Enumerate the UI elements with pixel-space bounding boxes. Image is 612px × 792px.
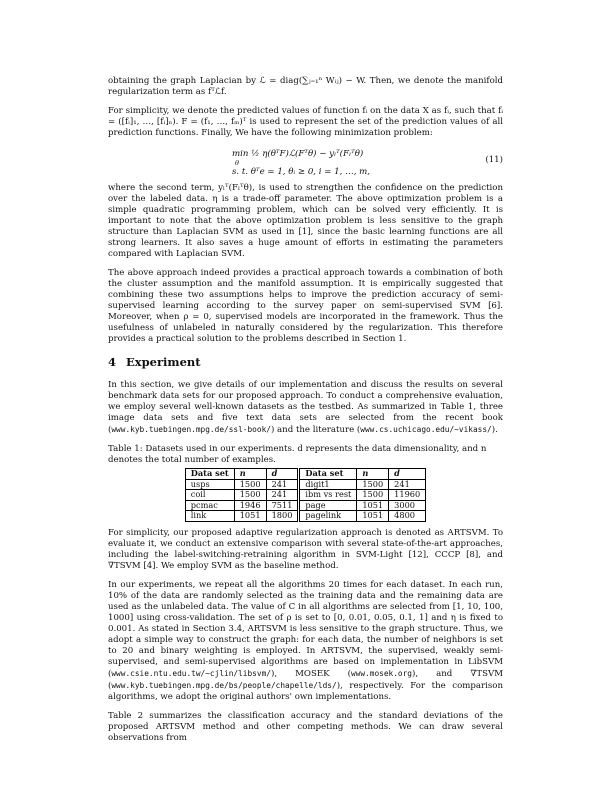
table-cell: 1051 (357, 511, 389, 522)
table-cell: 241 (266, 479, 299, 490)
table-header-row (185, 469, 425, 480)
equation-objective: min ½ η(θᵀF)ℒ(Fᵀθ) − yₗᵀ(Fₗᵀθ) θ (232, 149, 364, 167)
table-cell: pcmac (185, 500, 234, 511)
paragraph-second-term: where the second term, yₗᵀ(Fₗᵀθ), is used to strengthen the confidence on the prediction over the labeled data. η is a trade-off parameter. The above optimization problem is a simple quadratic programming problem, which can be solved very efficiently. It is important to note that the above optimization problem is less sensitive to the graph structure than Laplacian SVM as used in [1], since the basic learning functions are all strong learners. It also saves a huge amount of efforts in estimating the parameters compared with Laplacian SVM. (108, 183, 503, 259)
url-libsvm[interactable]: www.csie.ntu.edu.tw/~cjlin/libsvm/ (111, 668, 271, 678)
equation-11 (108, 147, 503, 179)
url-mosek[interactable]: www.mosek.org (350, 668, 412, 678)
header-n-right: n (357, 469, 389, 480)
equation-min-subscript: θ (235, 159, 239, 167)
table-cell: usps (185, 479, 234, 490)
url-vikass[interactable]: www.cs.uchicago.edu/~vikass/ (360, 425, 492, 434)
table-cell: 1051 (357, 500, 389, 511)
table-cell: 1500 (234, 479, 266, 490)
table-cell: 1946 (234, 500, 266, 511)
header-n-left: n (234, 469, 266, 480)
table-cell: 241 (389, 479, 426, 490)
header-dataset-right: Data set (299, 469, 357, 480)
table-cell: 1500 (234, 490, 266, 501)
table-cell: digit1 (299, 479, 357, 490)
table-caption: Table 1: Datasets used in our experiments. d represents the data dimensionality, and n denotes the total number of examples. (108, 444, 487, 465)
table-cell: 1500 (357, 490, 389, 501)
url-ssl-book[interactable]: www.kyb.tuebingen.mpg.de/ssl-book/ (111, 425, 271, 434)
table-cell: link (185, 511, 234, 522)
paragraph-experiment-intro: In this section, we give details of our implementation and discuss the results on several benchmark data sets for our proposed approach. To conduct a comprehensive evaluation, we employ several well-known datasets as the testbed. As summarized in Table 1, three image data sets and five text data sets are selected from the recent book (www.kyb.tuebingen.mpg.de/ssl-book/) and the literature (www.cs.uchicago.edu/~vikass/). (108, 380, 503, 435)
paragraph-practical-approach: The above approach indeed provides a practical approach towards a combination of both the cluster assumption and the manifold assumption. It is empirically suggested that combining these two assumptions helps to improve the prediction accuracy of semi-supervised learning according to the survey paper on semi-supervised SVM [6]. Moreover, when ρ = 0, supervised models are incorporated in the framework. Thus the usefulness of unlabeled in naturally considered by the regularization. This therefore provides a practical solution to the problems described in Section 1. (108, 268, 503, 344)
table-row (185, 490, 425, 501)
equation-number: (11) (485, 155, 503, 165)
table-cell: 1500 (357, 479, 389, 490)
table-cell: page (299, 500, 357, 511)
equation-constraints: s. t. θᵀe = 1, θᵢ ≥ 0, i = 1, …, m, (232, 167, 371, 177)
header-dataset-left: Data set (185, 469, 234, 480)
table-cell: 11960 (389, 490, 426, 501)
section-heading-experiment (108, 357, 503, 368)
paragraph-experiment-setup: In our experiments, we repeat all the algorithms 20 times for each dataset. In each run, 10% of the data are randomly selected as the training data and the remaining data are used as the unlabeled data. The value of C in all algorithms are selected from [1, 10, 100, 1000] using cross-validation. The set of ρ is set to [0, 0.01, 0.05, 0.1, 1] and η is fixed to 0.001. As stated in Section 3.4, ARTSVM is less sensitive to the graph structure. Thus, we adopt a simple way to construct the graph: for each data, the number of neighbors is set to 20 and binary weighting is employed. In ARTSVM, the supervised, weakly semi-supervised, and semi-supervised algorithms are based on implementation in LibSVM (www.csie.ntu.edu.tw/~cjlin/libsvm/), MOSEK (www.mosek.org), and ∇TSVM (www.kyb.tuebingen.mpg.de/bs/people/chapelle/lds/), respectively. For the comparison algorithms, we adopt the original authors' own implementations. (108, 579, 503, 702)
table-cell: 3000 (389, 500, 426, 511)
header-d-right: d (389, 469, 426, 480)
table-row (185, 479, 425, 490)
table-row (185, 500, 425, 511)
table-cell: 1800 (266, 511, 299, 522)
table-cell: 4800 (389, 511, 426, 522)
table-row (185, 511, 425, 522)
paragraph-graph-laplacian: obtaining the graph Laplacian by ℒ = diag(∑ⱼ₌₁ⁿ Wᵢⱼ) − W. Then, we denote the manifold regularization term as fᵀℒf. (108, 76, 503, 97)
table-cell: 241 (266, 490, 299, 501)
paper-page (108, 76, 503, 752)
table-cell: 1051 (234, 511, 266, 522)
datasets-table (185, 468, 426, 522)
table-cell: ibm vs rest (299, 490, 357, 501)
header-d-left: d (266, 469, 299, 480)
table-cell: 7511 (266, 500, 299, 511)
table-cell: pagelink (299, 511, 357, 522)
paragraph-prediction-values: For simplicity, we denote the predicted values of function fᵢ on the data X as fᵢ, such that fᵢ = ([fᵢ]₁, …, [fᵢ]ₙ). F = (f₁, …, fₘ)ᵀ is used to represent the set of the prediction values of all prediction functions. Finally, We have the following minimization problem: (108, 106, 503, 138)
url-lds[interactable]: www.kyb.tuebingen.mpg.de/bs/people/chapelle/lds/ (111, 680, 337, 690)
section-number: 4 (108, 355, 117, 369)
paragraph-table2-summary: Table 2 summarizes the classification accuracy and the standard deviations of the proposed ARTSVM method and other competing methods. We can draw several observations from (108, 710, 503, 743)
table-cell: coil (185, 490, 234, 501)
section-title: Experiment (126, 355, 201, 369)
paragraph-artsvm-intro: For simplicity, our proposed adaptive regularization approach is denoted as ARTSVM. To evaluate it, we conduct an extensive comparison with several state-of-the-art approaches, including the label-switching-retraining algorithm in SVM-Light [12], CCCP [8], and ∇TSVM [4]. We employ SVM as the baseline method. (108, 527, 503, 571)
